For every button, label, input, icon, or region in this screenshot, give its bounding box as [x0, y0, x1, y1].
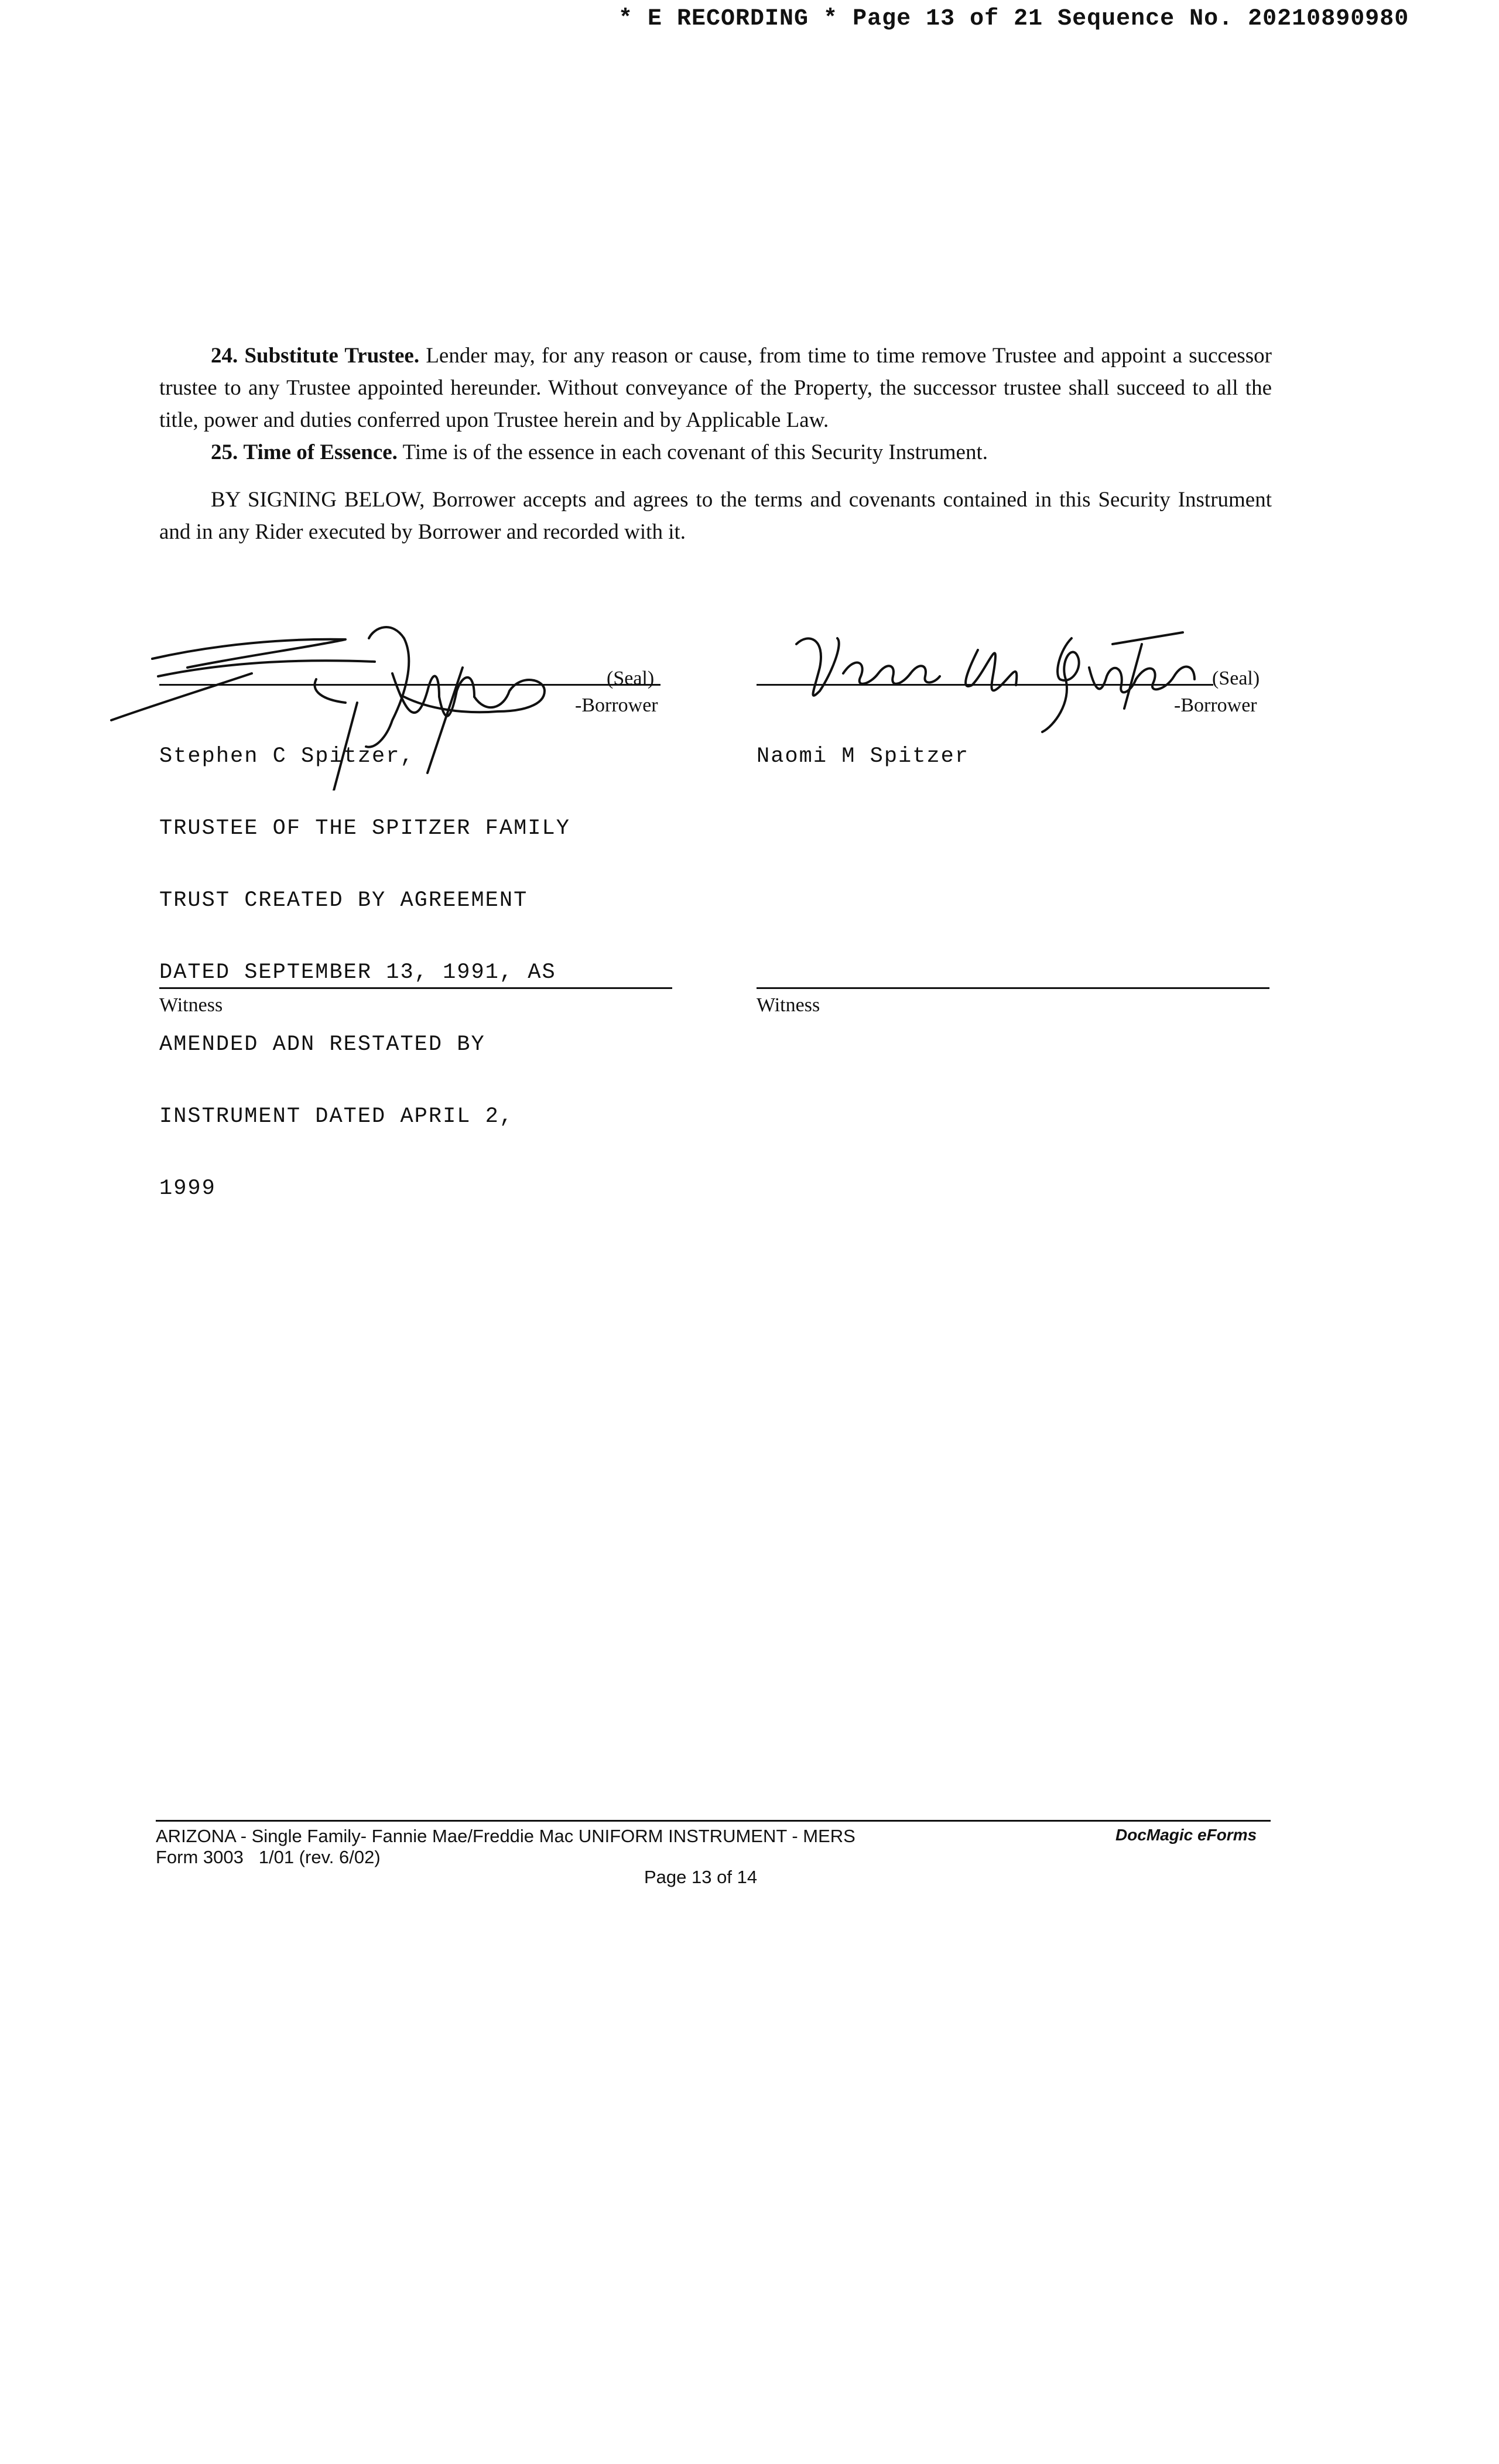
section-24-paragraph	[159, 340, 1272, 436]
borrower-2-role-label: -Borrower	[1174, 694, 1257, 716]
closing-statement: BY SIGNING BELOW, Borrower accepts and agrees to the terms and covenants contained in this Security Instrument and in any Rider executed by Borrower and recorded with it.	[159, 488, 1272, 544]
witness-1-line	[159, 987, 672, 989]
witness-2-line	[757, 987, 1269, 989]
witness-1-label: Witness	[159, 994, 223, 1016]
section-24-text: Lender may, for any reason or cause, from time to time remove Trustee and appoint a successor trustee to any Trustee appointed hereunder. Without conveyance of the Property, the successor trustee shall succeed to all the title, power and duties conferred upon Trustee herein and by Applicable Law.	[159, 344, 1272, 432]
footer-form-info	[156, 1826, 855, 1868]
section-24-heading: Substitute Trustee.	[244, 344, 420, 368]
recording-header: * E RECORDING * Page 13 of 21 Sequence No. 20210890980	[618, 6, 1409, 32]
borrower-1-name-block	[159, 697, 570, 1225]
borrower-2-name-block	[757, 697, 969, 793]
borrower-1-name-line: TRUST CREATED BY AGREEMENT	[159, 888, 528, 913]
section-25-text: Time is of the essence in each covenant of this Security Instrument.	[402, 440, 988, 464]
footer-divider	[156, 1820, 1271, 1822]
footer-brand: DocMagic eForms	[1115, 1826, 1257, 1844]
signature-line	[159, 684, 660, 686]
signature-line	[757, 987, 1269, 989]
borrower-1-role-label: -Borrower	[575, 694, 658, 716]
borrower-2-seal-label: (Seal)	[1212, 668, 1260, 689]
borrower-1-name-line: TRUSTEE OF THE SPITZER FAMILY	[159, 816, 570, 841]
borrower-1-name-line: DATED SEPTEMBER 13, 1991, AS	[159, 960, 556, 985]
borrower-1-name-line: AMENDED ADN RESTATED BY	[159, 1032, 485, 1057]
section-25-paragraph	[159, 436, 1272, 468]
borrower-2-name-line: Naomi M Spitzer	[757, 744, 970, 769]
borrower-1-signature-line	[159, 684, 660, 686]
closing-section	[159, 484, 1272, 548]
footer-form-number: Form 3003 1/01 (rev. 6/02)	[156, 1847, 381, 1867]
borrower-1-name-line: Stephen C Spitzer,	[159, 744, 415, 769]
section-24-number: 24.	[211, 344, 238, 368]
document-body	[159, 340, 1272, 468]
signature-line	[159, 987, 672, 989]
footer-form-title: ARIZONA - Single Family- Fannie Mae/Freddie Mac UNIFORM INSTRUMENT - MERS	[156, 1826, 855, 1846]
section-25-heading: Time of Essence.	[243, 440, 398, 464]
borrower-1-name-line: 1999	[159, 1176, 216, 1201]
borrower-1-name-line: INSTRUMENT DATED APRIL 2,	[159, 1104, 514, 1129]
witness-2-label: Witness	[757, 994, 820, 1016]
signature-line	[757, 684, 1213, 686]
borrower-2-signature-line	[757, 684, 1213, 686]
section-25-number: 25.	[211, 440, 238, 464]
borrower-1-seal-label: (Seal)	[607, 668, 655, 689]
footer-page-number: Page 13 of 14	[644, 1867, 758, 1887]
